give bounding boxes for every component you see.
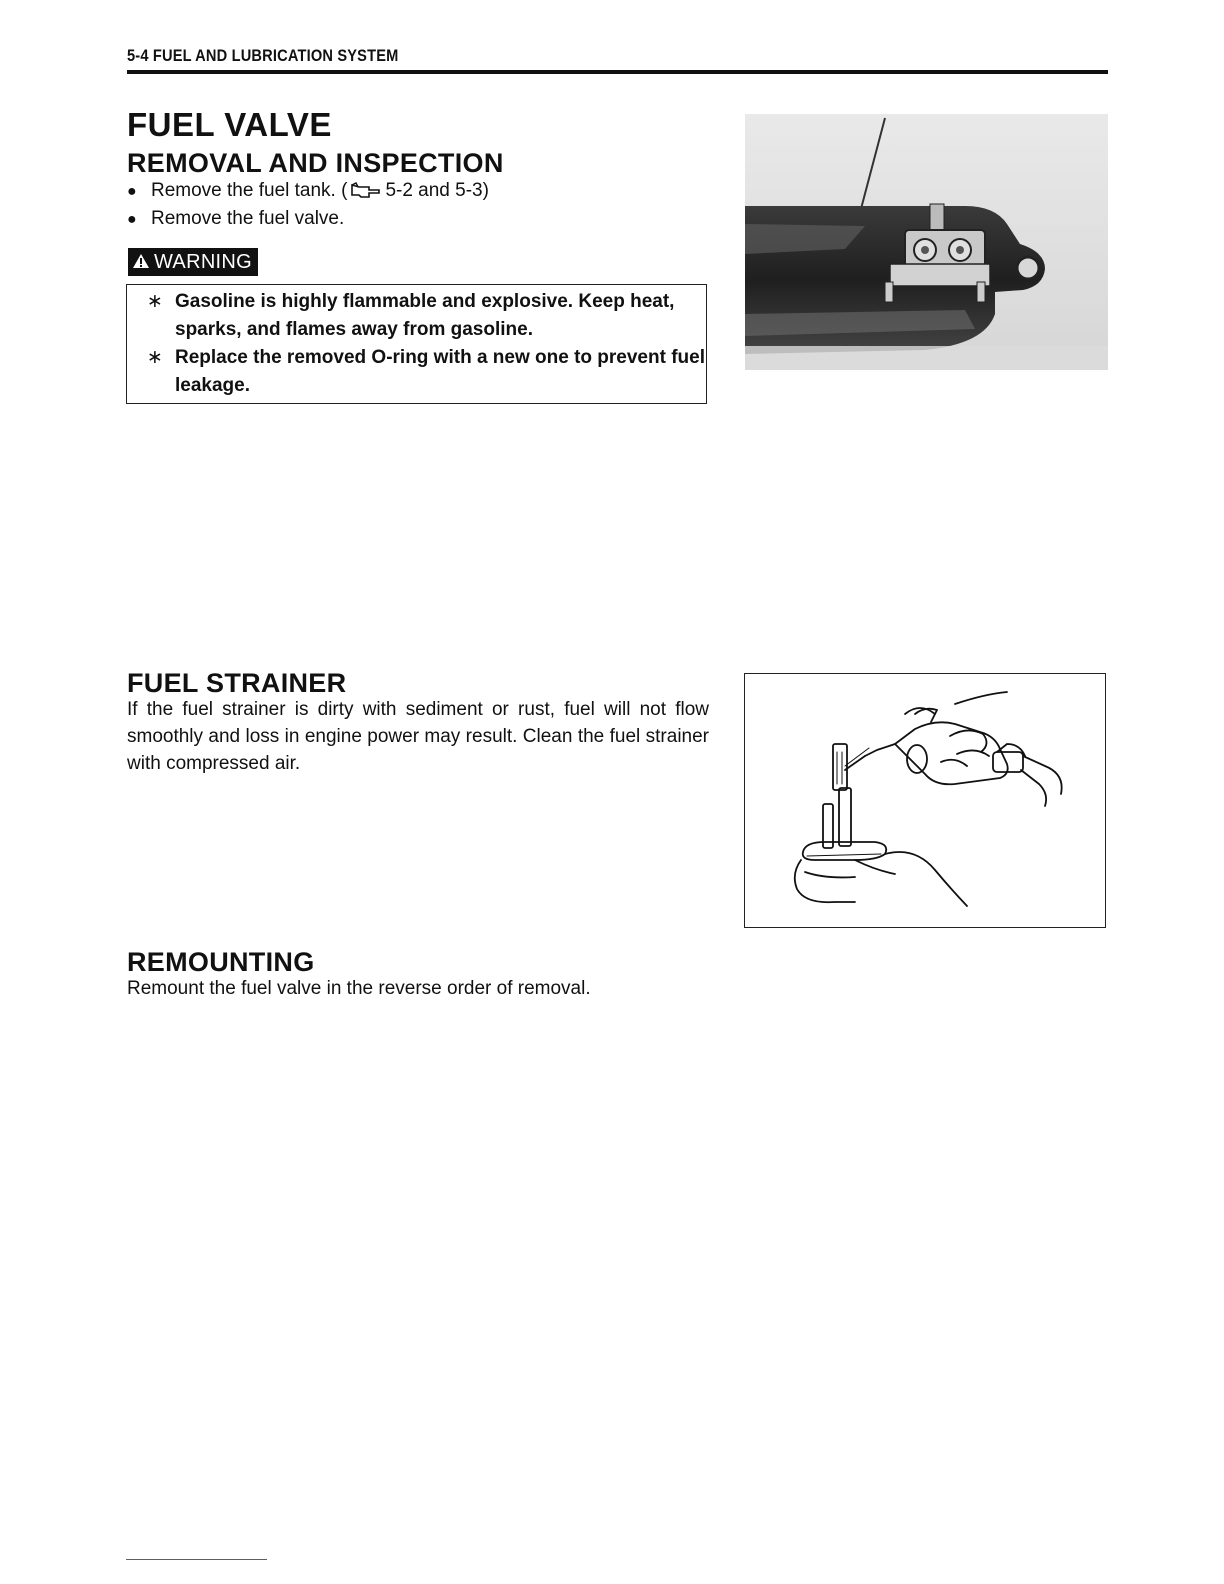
bullet: ● [127,183,137,200]
air-gun-cleaning-strainer-illustration [744,673,1106,928]
section-title-fuel-valve: FUEL VALVE [127,106,332,143]
warning-item-text: Replace the removed O-ring with a new one to prevent fuel leakage. [175,347,705,396]
warning-text: WARNING [154,251,253,273]
removal-steps [127,177,489,233]
step-item [127,205,489,233]
step-reference: 5-2 and 5-3) [385,180,489,201]
header-rule [127,70,1108,74]
warning-triangle-icon [132,249,150,265]
step-text: Remove the fuel tank. ( [151,180,348,201]
asterisk: ∗ [147,347,163,368]
subtitle-removal-inspection: REMOVAL AND INSPECTION [127,148,504,178]
fuel-strainer-body: If the fuel strainer is dirty with sediment or rust, fuel will not flow smoothly and loss in engine power may result. Clean the fuel strainer with compressed air. [127,699,709,774]
warning-item-text: Gasoline is highly flammable and explosive. Keep heat, sparks, and flames away from gasoline. [175,291,675,340]
warning-label [128,248,258,276]
step-item [127,177,489,205]
section-title-remounting: REMOUNTING [127,947,315,977]
remounting-body: Remount the fuel valve in the reverse order of removal. [127,978,591,999]
running-header: 5-4 FUEL AND LUBRICATION SYSTEM [127,46,399,65]
warning-item [147,288,706,344]
warning-item [147,344,706,400]
asterisk: ∗ [147,291,163,312]
warning-box [126,284,707,404]
reference-hand-icon [349,179,383,207]
section-title-fuel-strainer: FUEL STRAINER [127,668,347,698]
fuel-valve-photo [745,114,1108,370]
footer-link-rule[interactable] [126,1559,267,1560]
step-text: Remove the fuel valve. [151,208,345,229]
bullet: ● [127,211,137,228]
